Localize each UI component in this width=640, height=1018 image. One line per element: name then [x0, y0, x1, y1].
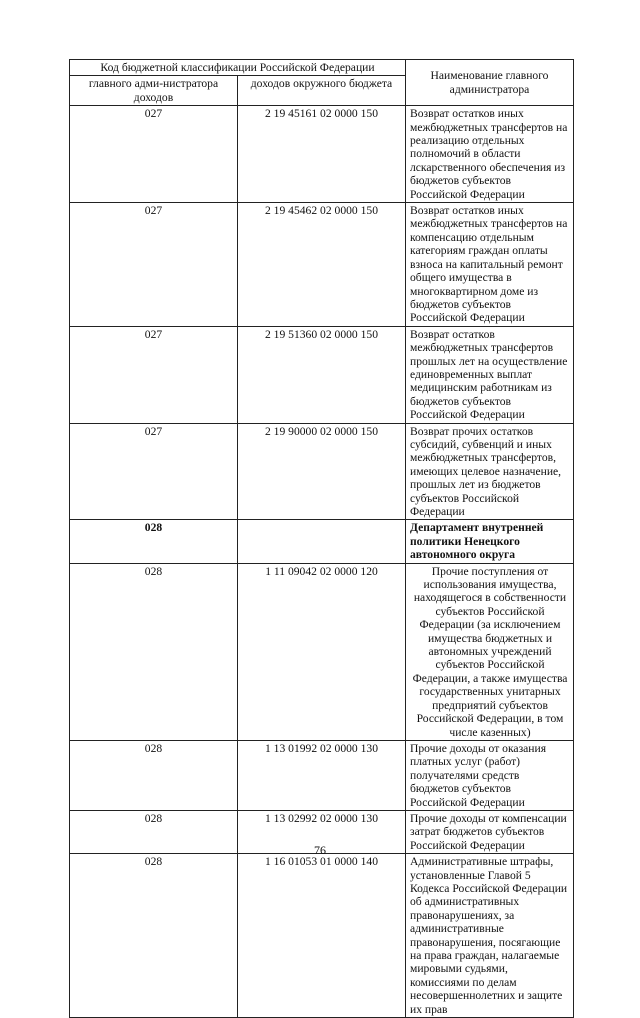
- admin-name-cell: Возврат прочих остатков субсидий, субвенций и иных межбюджетных трансфертов, имеющих целевое назначение, прошлых лет из бюджетов субъектов Российской Федерации: [406, 423, 574, 520]
- budget-code-cell: 1 13 02992 02 0000 130: [238, 810, 406, 853]
- admin-name-cell: Возврат остатков иных межбюджетных трансфертов на реализацию отдельных полномочий в области лскарственного обеспечения из бюджетов субъектов Российской Федерации: [406, 106, 574, 203]
- table-row: [70, 854, 574, 1018]
- admin-name-cell: Прочие доходы от компенсации затрат бюджетов субъектов Российской Федерации: [406, 810, 574, 853]
- budget-code-cell: 2 19 90000 02 0000 150: [238, 423, 406, 520]
- budget-code-group-header: Код бюджетной классификации Российской Федерации: [70, 60, 406, 76]
- budget-code-cell: 2 19 45161 02 0000 150: [238, 106, 406, 203]
- admin-name-header: Наименование главного администратора: [406, 60, 574, 106]
- budget-code-cell: 1 11 09042 02 0000 120: [238, 563, 406, 740]
- admin-code-cell: 027: [70, 106, 238, 203]
- admin-name-cell: Прочие доходы от оказания платных услуг (работ) получателями средств бюджетов субъектов Российской Федерации: [406, 740, 574, 810]
- budget-code-cell: 1 13 01992 02 0000 130: [238, 740, 406, 810]
- revenue-code-header: доходов окружного бюджета: [238, 76, 406, 106]
- table-row: [70, 326, 574, 423]
- admin-code-cell: 027: [70, 326, 238, 423]
- chief-admin-header: главного адми-нистратора доходов: [70, 76, 238, 106]
- department-name-cell: Департамент внутренней политики Ненецкого автономного округа: [406, 520, 574, 563]
- budget-code-cell: 2 19 51360 02 0000 150: [238, 326, 406, 423]
- page-number: 76: [314, 843, 326, 857]
- admin-code-cell: 028: [70, 810, 238, 853]
- admin-code-cell: 027: [70, 423, 238, 520]
- admin-name-cell: Возврат остатков межбюджетных трансфертов прошлых лет на осуществление единовременных выплат медицинским работникам из бюджетов субъектов Российской Федерации: [406, 326, 574, 423]
- table-row: [70, 563, 574, 740]
- admin-name-cell: Возврат остатков иных межбюджетных трансфертов на компенсацию отдельным категориям граждан оплаты взноса на капитальный ремонт общего имущества в многоквартирном доме из бюджетов субъектов Российской Федерации: [406, 203, 574, 327]
- admin-code-cell: 028: [70, 520, 238, 563]
- budget-code-cell: 1 16 01053 01 0000 140: [238, 854, 406, 1018]
- table-row: [70, 740, 574, 810]
- admin-code-cell: 028: [70, 854, 238, 1018]
- admin-name-cell: Административные штрафы, установленные Главой 5 Кодекса Российской Федерации об административных правонарушениях, за административные правонарушения, посягающие на права граждан, налагаемые мировыми судьями, комиссиями по делам несовершеннолетних и защите их прав: [406, 854, 574, 1018]
- table-row: [70, 106, 574, 203]
- table-row-department: [70, 520, 574, 563]
- revenue-admin-table: [69, 59, 574, 1018]
- table-row: [70, 423, 574, 520]
- admin-code-cell: 028: [70, 563, 238, 740]
- budget-code-cell: 2 19 45462 02 0000 150: [238, 203, 406, 327]
- admin-code-cell: 027: [70, 203, 238, 327]
- admin-name-cell: Прочие поступления от использования имущества, находящегося в собственности субъектов Российской Федерации (за исключением имущества бюджетных и автономных учреждений субъектов Российской Федерации, а также имущества государственных унитарных предприятий субъектов Российской Федерации, в том числе казенных): [406, 563, 574, 740]
- admin-code-cell: 028: [70, 740, 238, 810]
- budget-code-cell: [238, 520, 406, 563]
- table-row: [70, 203, 574, 327]
